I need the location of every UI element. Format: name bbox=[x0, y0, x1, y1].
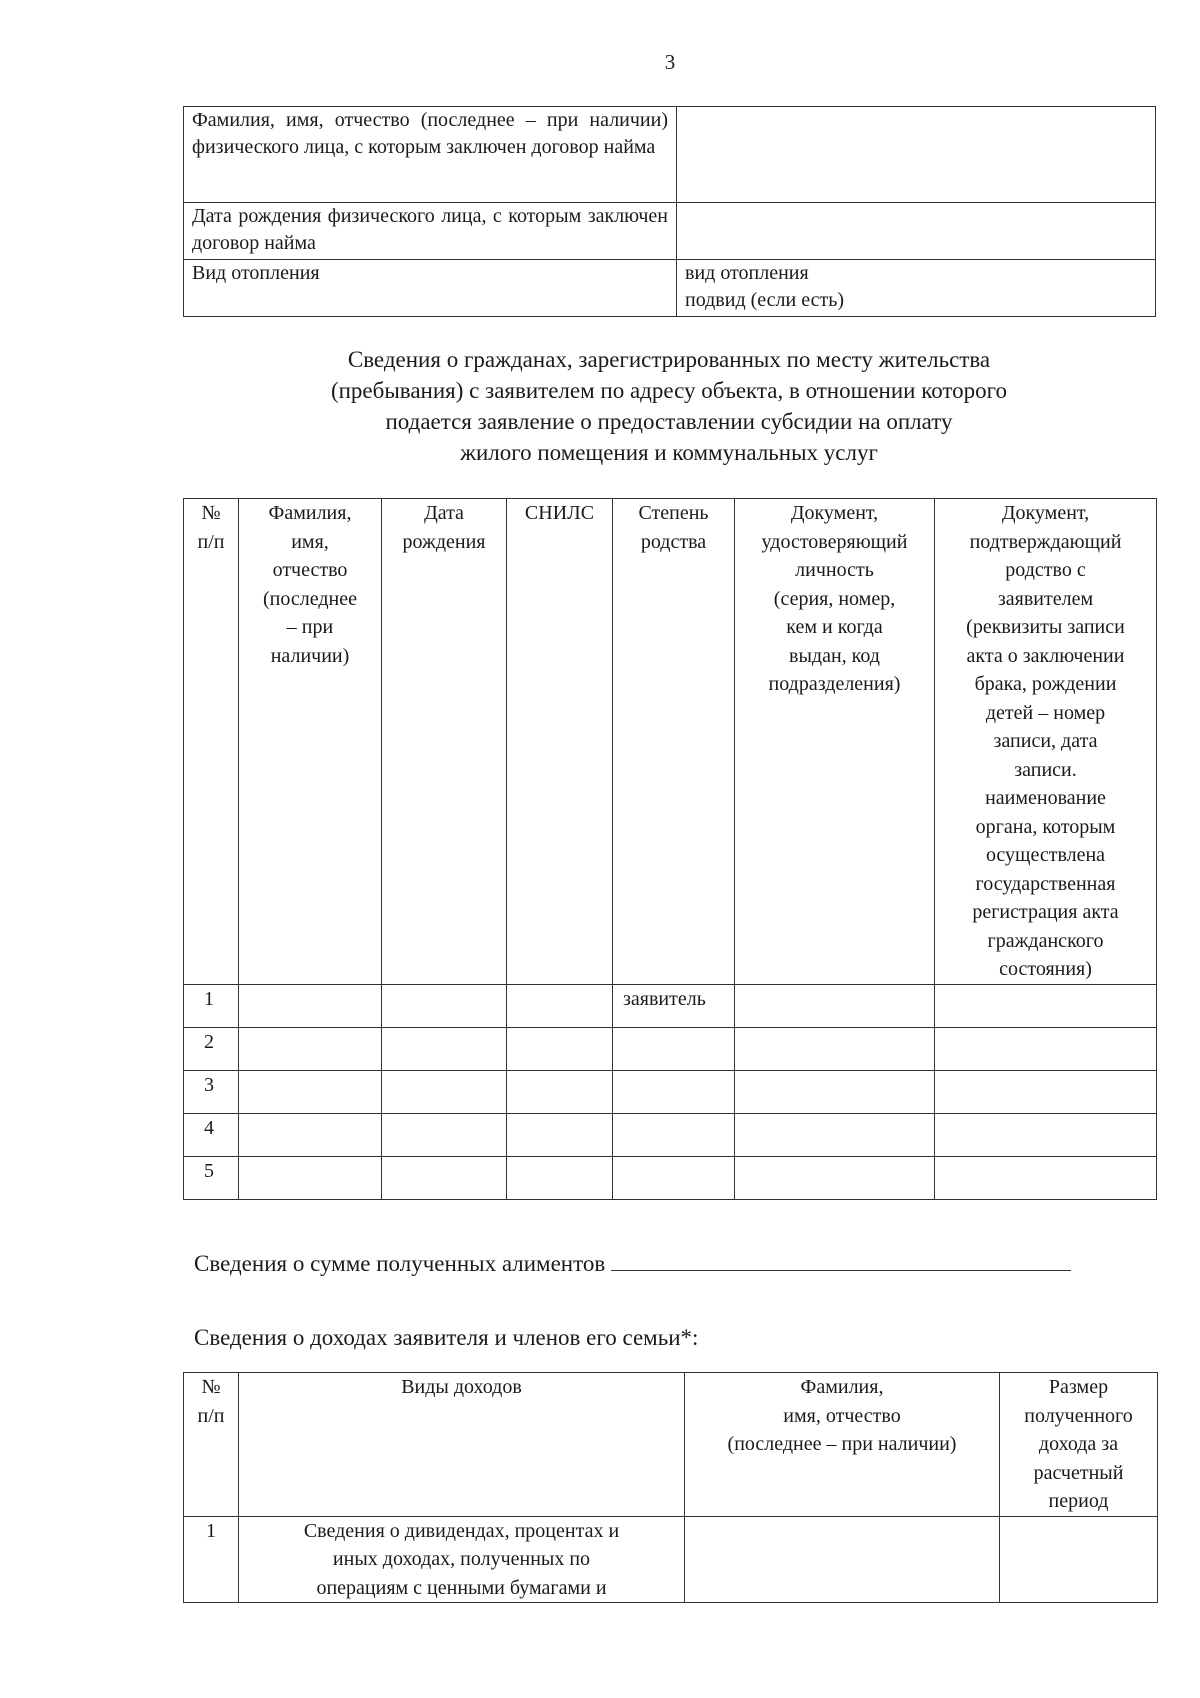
cell-relation[interactable] bbox=[613, 1156, 735, 1199]
row-number: 2 bbox=[184, 1027, 239, 1070]
col-header-income-amount: Размер полученного дохода за расчетный период bbox=[1000, 1373, 1158, 1517]
heating-type-line: вид отопления bbox=[685, 262, 809, 284]
cell-identity-document[interactable] bbox=[735, 984, 935, 1027]
cell-identity-document[interactable] bbox=[735, 1156, 935, 1199]
cell-birthdate[interactable] bbox=[382, 1113, 507, 1156]
table-row bbox=[184, 1070, 1157, 1113]
table-row bbox=[184, 1516, 1158, 1603]
cell-snils[interactable] bbox=[507, 1113, 613, 1156]
table-row bbox=[184, 984, 1157, 1027]
col-header-income-type: Виды доходов bbox=[239, 1373, 685, 1517]
table-row bbox=[184, 203, 1156, 260]
tenant-name-label: Фамилия, имя, отчество (последнее – при наличии) физического лица, с которым заключен договор найма bbox=[184, 107, 677, 203]
alimony-line bbox=[194, 1248, 1071, 1279]
cell-birthdate[interactable] bbox=[382, 1156, 507, 1199]
cell-birthdate[interactable] bbox=[382, 1027, 507, 1070]
row-number: 3 bbox=[184, 1070, 239, 1113]
cell-full-name[interactable] bbox=[239, 1027, 382, 1070]
cell-full-name[interactable] bbox=[685, 1516, 1000, 1603]
income-table bbox=[183, 1372, 1158, 1603]
contract-info-table bbox=[183, 106, 1156, 317]
registered-citizens-table bbox=[183, 498, 1157, 1200]
tenant-birthdate-label: Дата рождения физического лица, с которым заключен договор найма bbox=[184, 203, 677, 260]
cell-full-name[interactable] bbox=[239, 1156, 382, 1199]
heating-type-value[interactable] bbox=[677, 260, 1156, 317]
col-header-snils: СНИЛС bbox=[507, 499, 613, 985]
cell-relation[interactable] bbox=[613, 1070, 735, 1113]
table-row bbox=[184, 260, 1156, 317]
alimony-label: Сведения о сумме полученных алиментов bbox=[194, 1251, 606, 1276]
citizens-heading: Сведения о гражданах, зарегистрированных по месту жительства (пребывания) с заявителем по адресу объекта, в отношении которого подается заявление о предоставлении субсидии на оплату жилого помещения и коммунальных услуг bbox=[330, 347, 1008, 465]
cell-income-type: Сведения о дивидендах, процентах и иных доходах, полученных по операциям с ценными бумагами и bbox=[239, 1516, 685, 1603]
cell-snils[interactable] bbox=[507, 1070, 613, 1113]
col-header-number: № п/п bbox=[184, 499, 239, 985]
cell-snils[interactable] bbox=[507, 984, 613, 1027]
cell-snils[interactable] bbox=[507, 1027, 613, 1070]
col-header-full-name: Фамилия, имя, отчество (последнее – при наличии) bbox=[685, 1373, 1000, 1517]
col-header-relation: Степень родства bbox=[613, 499, 735, 985]
cell-birthdate[interactable] bbox=[382, 984, 507, 1027]
cell-kinship-document[interactable] bbox=[935, 1027, 1157, 1070]
table-header-row bbox=[184, 499, 1157, 985]
cell-relation[interactable] bbox=[613, 1113, 735, 1156]
cell-birthdate[interactable] bbox=[382, 1070, 507, 1113]
cell-kinship-document[interactable] bbox=[935, 1113, 1157, 1156]
table-row bbox=[184, 1113, 1157, 1156]
cell-relation[interactable] bbox=[613, 1027, 735, 1070]
cell-full-name[interactable] bbox=[239, 1070, 382, 1113]
row-number: 5 bbox=[184, 1156, 239, 1199]
col-header-number: № п/п bbox=[184, 1373, 239, 1517]
tenant-birthdate-value[interactable] bbox=[677, 203, 1156, 260]
cell-identity-document[interactable] bbox=[735, 1113, 935, 1156]
page-number: 3 bbox=[664, 50, 676, 74]
col-header-kinship-document: Документ, подтверждающий родство с заявителем (реквизиты записи акта о заключении брака, рождении детей – номер записи, дата записи. наименование органа, которым осуществлена государственная регистрация акта гражданского состояния) bbox=[935, 499, 1157, 985]
income-label: Сведения о доходах заявителя и членов его семьи*: bbox=[194, 1325, 699, 1350]
cell-identity-document[interactable] bbox=[735, 1070, 935, 1113]
row-number: 1 bbox=[184, 984, 239, 1027]
row-number: 1 bbox=[184, 1516, 239, 1603]
heating-type-label: Вид отопления bbox=[184, 260, 677, 317]
table-row bbox=[184, 1027, 1157, 1070]
col-header-full-name: Фамилия, имя, отчество (последнее – при наличии) bbox=[239, 499, 382, 985]
cell-kinship-document[interactable] bbox=[935, 1070, 1157, 1113]
alimony-input-line[interactable] bbox=[611, 1248, 1071, 1271]
cell-kinship-document[interactable] bbox=[935, 1156, 1157, 1199]
cell-kinship-document[interactable] bbox=[935, 984, 1157, 1027]
table-row bbox=[184, 1156, 1157, 1199]
cell-income-amount[interactable] bbox=[1000, 1516, 1158, 1603]
cell-full-name[interactable] bbox=[239, 1113, 382, 1156]
cell-relation: заявитель bbox=[613, 984, 735, 1027]
row-number: 4 bbox=[184, 1113, 239, 1156]
col-header-identity-document: Документ, удостоверяющий личность (серия, номер, кем и когда выдан, код подразделения) bbox=[735, 499, 935, 985]
cell-full-name[interactable] bbox=[239, 984, 382, 1027]
tenant-name-value[interactable] bbox=[677, 107, 1156, 203]
heating-subtype-line: подвид (если есть) bbox=[685, 289, 844, 311]
col-header-birthdate: Дата рождения bbox=[382, 499, 507, 985]
table-header-row bbox=[184, 1373, 1158, 1517]
cell-snils[interactable] bbox=[507, 1156, 613, 1199]
table-row bbox=[184, 107, 1156, 203]
cell-identity-document[interactable] bbox=[735, 1027, 935, 1070]
